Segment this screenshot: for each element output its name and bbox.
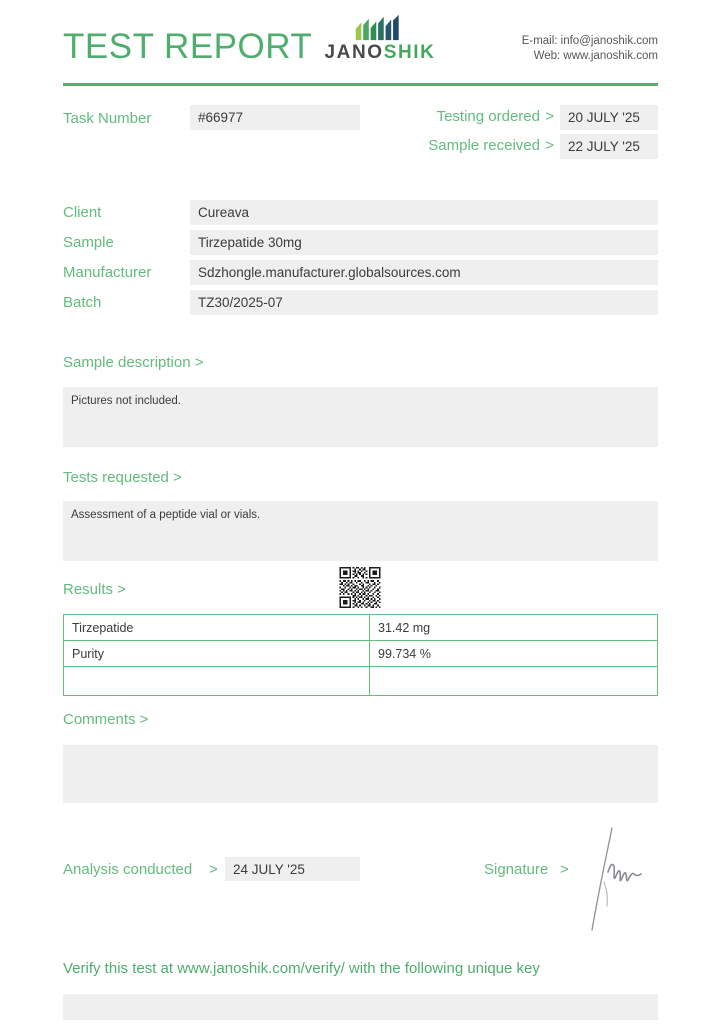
signature-mark xyxy=(578,826,650,938)
logo-bars-icon xyxy=(352,14,408,42)
sample-received-chevron-icon: > xyxy=(545,137,554,154)
client-row xyxy=(63,200,658,230)
testing-ordered-row xyxy=(404,105,658,130)
header-divider xyxy=(63,83,658,86)
janoshik-logo xyxy=(310,14,450,62)
contact-block xyxy=(522,34,658,64)
testing-ordered-value: 20 JULY '25 xyxy=(560,105,658,130)
brand-wordmark xyxy=(310,43,450,62)
sample-received-value: 22 JULY '25 xyxy=(560,134,658,159)
verify-instruction: Verify this test at www.janoshik.com/verify/ with the following unique key xyxy=(63,960,540,977)
batch-row xyxy=(63,290,658,320)
signature-label: Signature xyxy=(484,861,549,878)
client-value: Cureava xyxy=(190,200,658,225)
date-block xyxy=(404,105,658,163)
qr-code-icon xyxy=(335,567,385,608)
results-table xyxy=(63,614,658,696)
batch-label: Batch xyxy=(63,294,102,311)
task-number-value: #66977 xyxy=(190,105,360,130)
signature-chevron-icon: > xyxy=(560,861,569,878)
table-row xyxy=(64,667,658,696)
brand-word-shik: SHIK xyxy=(383,42,436,63)
result-value: 99.734 % xyxy=(370,641,658,667)
testing-ordered-chevron-icon: > xyxy=(545,108,554,125)
analysis-conducted-label: Analysis conducted xyxy=(63,861,193,878)
client-label: Client xyxy=(63,204,102,221)
contact-email: E-mail: info@janoshik.com xyxy=(521,35,658,47)
sample-description-body: Pictures not included. xyxy=(63,387,658,447)
comments-body xyxy=(63,745,658,803)
result-value xyxy=(370,667,658,696)
tests-requested-body: Assessment of a peptide vial or vials. xyxy=(63,501,658,561)
result-name: Tirzepatide xyxy=(64,615,370,641)
page-title: TEST REPORT xyxy=(63,27,313,66)
sample-value: Tirzepatide 30mg xyxy=(190,230,658,255)
brand-word-jano: JANO xyxy=(324,42,384,63)
analysis-conducted-value: 24 JULY '25 xyxy=(225,857,360,881)
contact-web: Web: www.janoshik.com xyxy=(533,50,658,62)
sample-description-heading: Sample description > xyxy=(63,354,204,371)
manufacturer-value: Sdzhongle.manufacturer.globalsources.com xyxy=(190,260,658,285)
sample-info-block xyxy=(63,200,658,320)
unique-key-value xyxy=(63,994,658,1020)
analysis-chevron-icon: > xyxy=(209,861,218,878)
tests-requested-heading: Tests requested > xyxy=(63,469,182,486)
table-row xyxy=(64,615,658,641)
result-name xyxy=(64,667,370,696)
sample-label: Sample xyxy=(63,234,114,251)
sample-row xyxy=(63,230,658,260)
result-value: 31.42 mg xyxy=(370,615,658,641)
sample-received-label: Sample received xyxy=(428,137,540,154)
comments-heading: Comments > xyxy=(63,711,149,728)
results-heading: Results > xyxy=(63,581,126,598)
manufacturer-row xyxy=(63,260,658,290)
result-name: Purity xyxy=(64,641,370,667)
manufacturer-label: Manufacturer xyxy=(63,264,152,281)
report-header xyxy=(63,14,658,76)
testing-ordered-label: Testing ordered xyxy=(436,108,540,125)
sample-received-row xyxy=(404,134,658,159)
table-row xyxy=(64,641,658,667)
batch-value: TZ30/2025-07 xyxy=(190,290,658,315)
task-number-label: Task Number xyxy=(63,110,152,127)
